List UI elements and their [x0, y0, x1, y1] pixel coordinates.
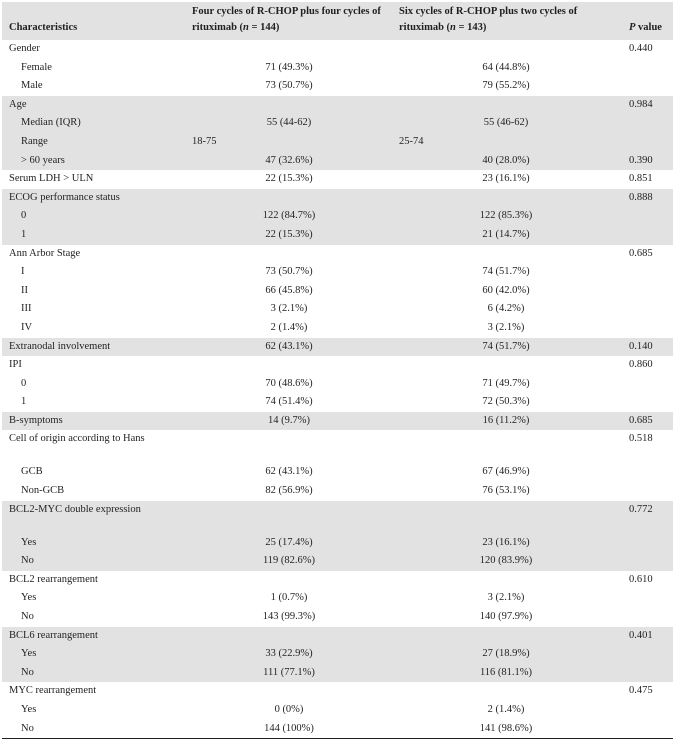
p-value	[619, 645, 673, 664]
six-cycles-value: 2 (1.4%)	[487, 704, 525, 715]
six-cycles-value: 40 (28.0%)	[392, 152, 619, 171]
four-cycles-value: 22 (15.3%)	[185, 226, 392, 245]
row-label: No	[2, 552, 185, 571]
four-cycles-value: 71 (49.3%)	[265, 61, 313, 73]
row-label: IPI	[9, 359, 22, 371]
p-value: 0.851	[629, 173, 653, 185]
row-label: III	[21, 303, 32, 315]
six-cycles-value	[392, 96, 619, 115]
row-label: IV	[21, 321, 33, 333]
table-row	[2, 589, 673, 608]
table-row	[2, 645, 673, 664]
six-cycles-value: 140 (97.9%)	[479, 611, 533, 623]
row-label: Extranodal involvement	[2, 338, 185, 357]
four-cycles-value: 47 (32.6%)	[185, 152, 392, 171]
four-cycles-value: 144 (100%)	[185, 720, 392, 739]
table-row	[2, 77, 673, 96]
table-row	[2, 501, 673, 534]
six-cycles-value	[392, 627, 619, 646]
row-label: B-symptoms	[2, 412, 185, 431]
p-value: 0.685	[619, 412, 673, 431]
four-cycles-value	[185, 356, 392, 375]
six-cycles-value: 76 (53.1%)	[482, 485, 530, 497]
p-value	[619, 133, 673, 152]
table-row	[2, 282, 673, 301]
six-cycles-value: 116 (81.1%)	[392, 664, 619, 683]
six-cycles-value: 74 (51.7%)	[392, 338, 619, 357]
header-six-cycles: Six cycles of R-CHOP plus two cycles of rituximab (n = 143)	[392, 2, 619, 40]
p-value	[619, 720, 673, 739]
four-cycles-value	[185, 245, 392, 264]
p-value: 0.440	[629, 43, 653, 54]
header-p-value: P value	[619, 2, 673, 40]
six-cycles-value: 120 (83.9%)	[392, 552, 619, 571]
p-value	[619, 701, 673, 720]
six-cycles-value: 23 (16.1%)	[482, 173, 530, 185]
p-value	[619, 263, 673, 282]
p-value	[619, 608, 673, 627]
table-row	[2, 571, 673, 590]
row-label: Female	[21, 61, 52, 73]
p-value: 0.475	[629, 685, 653, 697]
four-cycles-value	[185, 40, 392, 59]
six-cycles-value: 27 (18.9%)	[392, 645, 619, 664]
six-cycles-value: 67 (46.9%)	[482, 466, 530, 478]
table-row	[2, 720, 673, 739]
six-cycles-value: 16 (11.2%)	[392, 412, 619, 431]
p-value: 0.772	[619, 501, 673, 534]
p-value	[619, 226, 673, 245]
four-cycles-value: 66 (45.8%)	[265, 284, 313, 296]
p-value	[619, 534, 673, 553]
table-row	[2, 226, 673, 245]
four-cycles-value: 82 (56.9%)	[265, 485, 313, 497]
four-cycles-value	[185, 571, 392, 590]
four-cycles-value: 143 (99.3%)	[262, 611, 316, 623]
p-value: 0.610	[629, 573, 653, 585]
row-label: 1	[21, 396, 27, 408]
four-cycles-value: 122 (84.7%)	[185, 207, 392, 226]
p-value: 0.401	[619, 627, 673, 646]
row-label: No	[21, 611, 34, 623]
p-value	[619, 319, 673, 338]
four-cycles-value	[185, 96, 392, 115]
p-value: 0.888	[619, 189, 673, 208]
six-cycles-value	[392, 356, 619, 375]
p-value	[619, 664, 673, 683]
row-label: No	[2, 720, 185, 739]
row-label: > 60 years	[2, 152, 185, 171]
header-four-cycles: Four cycles of R-CHOP plus four cycles of rituximab (n = 144)	[185, 2, 392, 40]
p-value	[619, 589, 673, 608]
p-value	[619, 282, 673, 301]
four-cycles-value: 3 (2.1%)	[270, 303, 308, 315]
table-header	[2, 2, 673, 40]
table-body	[2, 40, 673, 738]
table-row	[2, 152, 673, 171]
row-label: Serum LDH > ULN	[9, 173, 94, 185]
four-cycles-value: 119 (82.6%)	[185, 552, 392, 571]
four-cycles-value: 55 (44-62)	[185, 114, 392, 133]
row-label: Gender	[9, 43, 40, 54]
row-label: Yes	[2, 645, 185, 664]
p-value	[619, 114, 673, 133]
p-value	[619, 77, 673, 96]
four-cycles-value: 70 (48.6%)	[265, 377, 313, 389]
table-row	[2, 534, 673, 553]
four-cycles-value	[185, 501, 392, 534]
four-cycles-value	[185, 682, 392, 701]
six-cycles-value: 6 (4.2%)	[487, 303, 525, 315]
four-cycles-value: 62 (43.1%)	[265, 466, 313, 478]
p-value	[619, 300, 673, 319]
table-row	[2, 189, 673, 208]
row-label: Yes	[21, 592, 37, 604]
six-cycles-value	[392, 430, 619, 463]
row-label: 1	[2, 226, 185, 245]
row-label: Range	[2, 133, 185, 152]
four-cycles-value: 33 (22.9%)	[185, 645, 392, 664]
six-cycles-value: 3 (2.1%)	[487, 321, 525, 333]
row-label: No	[2, 664, 185, 683]
row-label: Cell of origin according to Hans	[9, 433, 145, 445]
table-row	[2, 412, 673, 431]
six-cycles-value: 23 (16.1%)	[392, 534, 619, 553]
row-label: II	[21, 284, 28, 296]
six-cycles-value	[392, 245, 619, 264]
table-row	[2, 393, 673, 412]
p-value: 0.140	[619, 338, 673, 357]
table-row	[2, 133, 673, 152]
table-row	[2, 608, 673, 627]
table-row	[2, 356, 673, 375]
table-row	[2, 338, 673, 357]
row-label: 0	[21, 377, 27, 389]
row-label: Male	[21, 80, 43, 92]
four-cycles-value: 2 (1.4%)	[270, 321, 308, 333]
p-value: 0.685	[629, 247, 653, 259]
table-row	[2, 482, 673, 501]
six-cycles-value: 141 (98.6%)	[392, 720, 619, 739]
table-row	[2, 682, 673, 701]
four-cycles-value: 73 (50.7%)	[265, 80, 313, 92]
header-characteristics: Characteristics	[2, 2, 185, 40]
six-cycles-value: 122 (85.3%)	[392, 207, 619, 226]
table-row	[2, 263, 673, 282]
six-cycles-value	[392, 682, 619, 701]
four-cycles-value: 14 (9.7%)	[185, 412, 392, 431]
four-cycles-value: 0 (0%)	[274, 704, 304, 715]
table-row	[2, 627, 673, 646]
row-label: Age	[2, 96, 185, 115]
table-row	[2, 170, 673, 189]
four-cycles-value: 18-75	[185, 133, 392, 152]
p-value	[619, 482, 673, 501]
six-cycles-value	[392, 40, 619, 59]
six-cycles-value: 71 (49.7%)	[482, 377, 530, 389]
row-label: GCB	[21, 466, 43, 478]
six-cycles-value	[392, 501, 619, 534]
table-row	[2, 552, 673, 571]
p-value: 0.518	[629, 433, 653, 445]
characteristics-table	[2, 2, 673, 739]
four-cycles-value	[185, 430, 392, 463]
six-cycles-value: 21 (14.7%)	[392, 226, 619, 245]
table-row	[2, 300, 673, 319]
table-row	[2, 207, 673, 226]
row-label: BCL2-MYC double expression	[2, 501, 185, 534]
table-row	[2, 245, 673, 264]
six-cycles-value: 74 (51.7%)	[482, 266, 530, 278]
row-label: 0	[2, 207, 185, 226]
row-label: Yes	[21, 704, 37, 715]
row-label: Median (IQR)	[2, 114, 185, 133]
row-label: BCL6 rearrangement	[2, 627, 185, 646]
table-row	[2, 114, 673, 133]
table-row	[2, 664, 673, 683]
row-label: ECOG performance status	[2, 189, 185, 208]
table-row	[2, 701, 673, 720]
four-cycles-value	[185, 627, 392, 646]
six-cycles-value: 25-74	[392, 133, 619, 152]
six-cycles-value: 64 (44.8%)	[482, 61, 530, 73]
six-cycles-value: 55 (46-62)	[392, 114, 619, 133]
table-row	[2, 430, 673, 463]
table-row	[2, 96, 673, 115]
four-cycles-value: 62 (43.1%)	[185, 338, 392, 357]
table-row	[2, 59, 673, 78]
four-cycles-value	[185, 189, 392, 208]
six-cycles-value	[392, 189, 619, 208]
p-value: 0.984	[619, 96, 673, 115]
four-cycles-value: 1 (0.7%)	[270, 592, 308, 604]
six-cycles-value	[392, 571, 619, 590]
row-label: Non-GCB	[21, 485, 65, 497]
p-value	[619, 59, 673, 78]
p-value	[619, 207, 673, 226]
table-row	[2, 375, 673, 394]
p-value	[619, 393, 673, 412]
six-cycles-value: 60 (42.0%)	[482, 284, 530, 296]
four-cycles-value: 22 (15.3%)	[265, 173, 313, 185]
table-row	[2, 319, 673, 338]
six-cycles-value: 3 (2.1%)	[487, 592, 525, 604]
table-row	[2, 463, 673, 482]
six-cycles-value: 79 (55.2%)	[482, 80, 530, 92]
p-value	[619, 463, 673, 482]
four-cycles-value: 25 (17.4%)	[185, 534, 392, 553]
row-label: BCL2 rearrangement	[9, 573, 98, 585]
row-label: Yes	[2, 534, 185, 553]
p-value	[619, 552, 673, 571]
four-cycles-value: 111 (77.1%)	[185, 664, 392, 683]
p-value: 0.390	[619, 152, 673, 171]
row-label: MYC rearrangement	[9, 685, 97, 697]
table-row	[2, 40, 673, 59]
four-cycles-value: 73 (50.7%)	[265, 266, 313, 278]
p-value	[619, 375, 673, 394]
p-value: 0.860	[629, 359, 653, 371]
six-cycles-value: 72 (50.3%)	[482, 396, 530, 408]
four-cycles-value: 74 (51.4%)	[265, 396, 313, 408]
row-label: I	[21, 266, 25, 278]
row-label: Ann Arbor Stage	[9, 247, 81, 259]
